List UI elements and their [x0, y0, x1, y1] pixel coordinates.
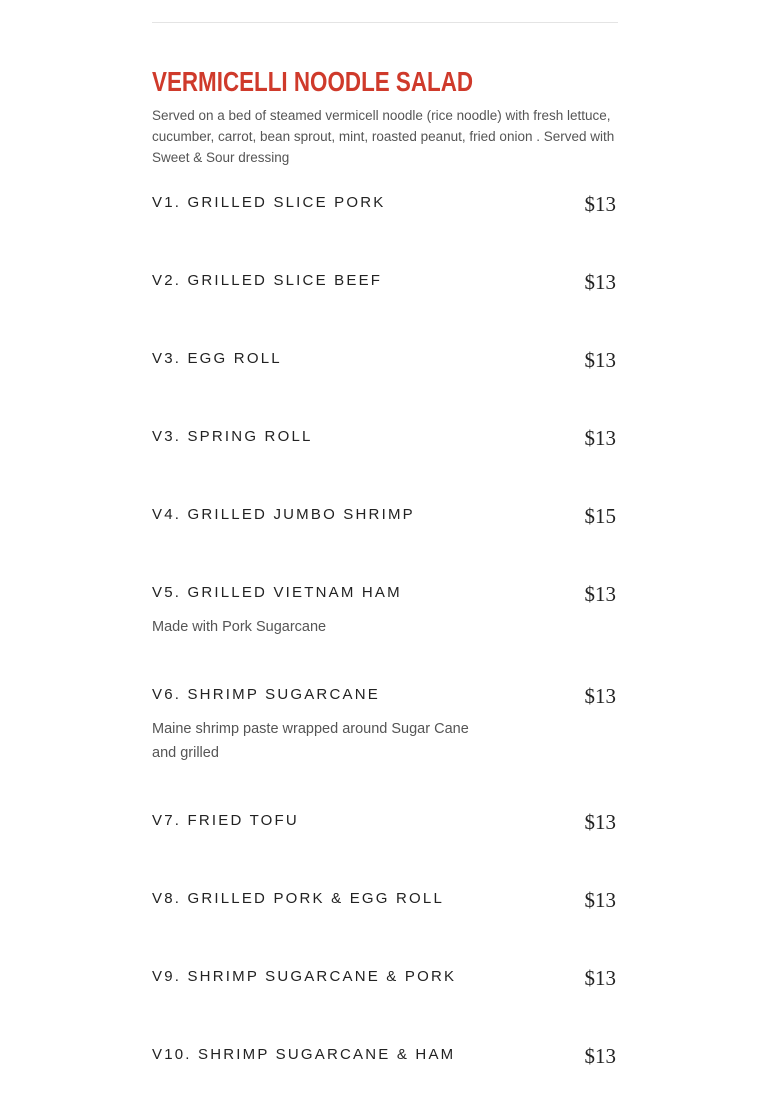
section-title: VERMICELLI NOODLE SALAD [152, 66, 474, 97]
item-price: $13 [584, 810, 616, 834]
item-price: $13 [584, 1044, 616, 1068]
item-price: $13 [584, 582, 616, 606]
item-name: V2. GRILLED SLICE BEEF [152, 272, 383, 289]
item-price: $15 [584, 504, 616, 528]
divider [152, 22, 618, 23]
item-description: Maine shrimp paste wrapped around Sugar Cane and grilled [152, 721, 469, 761]
item-price: $13 [584, 426, 616, 450]
item-name: V3. SPRING ROLL [152, 428, 313, 445]
item-name: V1. GRILLED SLICE PORK [152, 194, 386, 211]
item-name: V7. FRIED TOFU [152, 812, 299, 829]
section-description: Served on a bed of steamed vermicell noodle (rice noodle) with fresh lettuce, cucumber, carrot, bean sprout, mint, roasted peanut, fried onion . Served with Sweet & Sour dressing [152, 108, 615, 165]
item-price: $13 [584, 888, 616, 912]
item-name: V3. EGG ROLL [152, 350, 282, 367]
item-price: $13 [584, 966, 616, 990]
item-price: $13 [584, 192, 616, 216]
item-name: V9. SHRIMP SUGARCANE & PORK [152, 968, 457, 985]
item-name: V6. SHRIMP SUGARCANE [152, 686, 380, 703]
item-price: $13 [584, 348, 616, 372]
item-description: Made with Pork Sugarcane [152, 619, 327, 635]
item-name: V5. GRILLED VIETNAM HAM [152, 584, 402, 601]
item-name: V4. GRILLED JUMBO SHRIMP [152, 506, 415, 523]
item-name: V10. SHRIMP SUGARCANE & HAM [152, 1046, 456, 1063]
item-name: V8. GRILLED PORK & EGG ROLL [152, 890, 444, 907]
item-price: $13 [584, 270, 616, 294]
item-price: $13 [584, 684, 616, 708]
